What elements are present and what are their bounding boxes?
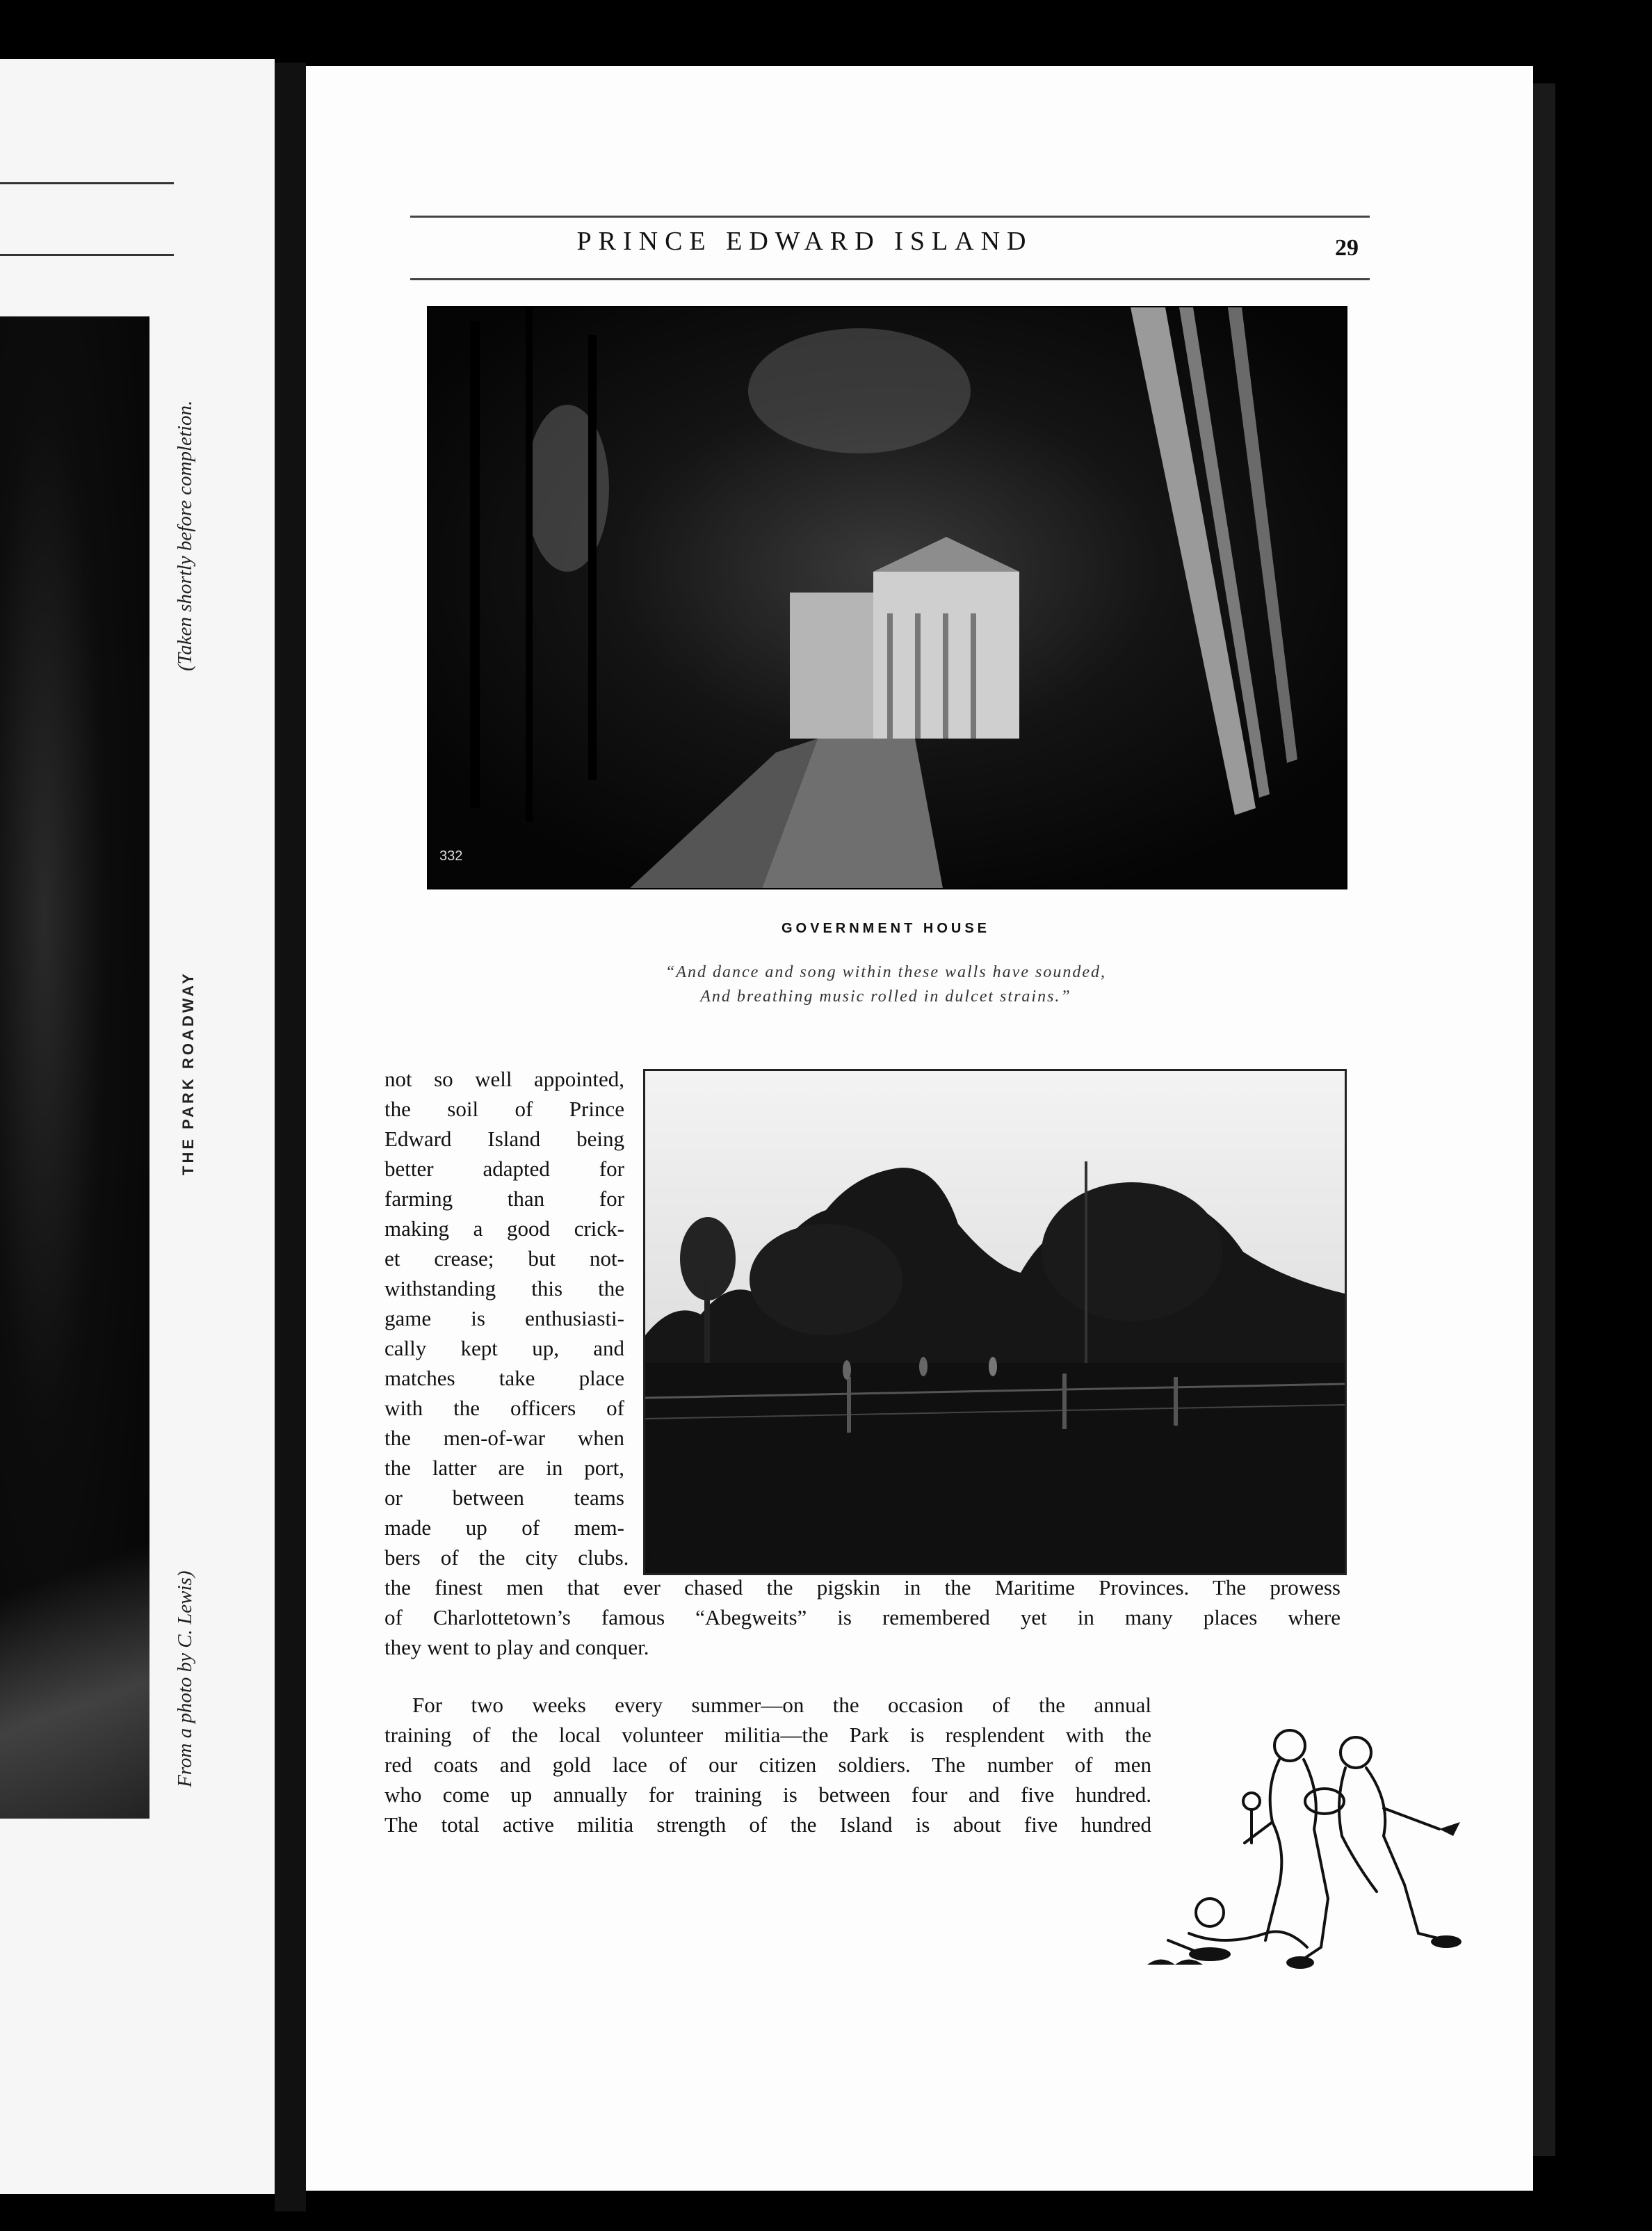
running-head: PRINCE EDWARD ISLAND	[576, 227, 1033, 256]
header-rule	[410, 216, 1370, 218]
text-line: made up of mem-	[384, 1515, 624, 1540]
text-line: bers of the city clubs. The football field has served as a training ground for some of	[384, 1545, 1341, 1570]
page-number: 29	[1335, 235, 1359, 261]
text-line: red coats and gold lace of our citizen soldiers. The number of men	[384, 1753, 1151, 1777]
text-line: with the officers of	[384, 1396, 624, 1420]
text-line: matches take place	[384, 1366, 624, 1390]
vertical-caption-taken: (Taken shortly before completion.	[174, 400, 196, 671]
text-line: not so well appointed,	[384, 1067, 624, 1091]
plate-number: 332	[439, 848, 463, 864]
text-line: who come up annually for training is between four and five hundred.	[384, 1782, 1151, 1807]
page-edge	[1533, 83, 1555, 2156]
text-line: better adapted for	[384, 1157, 624, 1181]
left-page-rule	[0, 254, 174, 256]
text-line: they went to play and conquer.	[384, 1635, 649, 1659]
text-line: of Charlottetown’s famous “Abegweits” is remembered yet in many places where	[384, 1605, 1341, 1629]
text-line: Edward Island being	[384, 1127, 624, 1151]
figure-verse-line: “And dance and song within these walls have sounded,	[665, 963, 1106, 981]
book-gutter	[275, 63, 306, 2212]
text-line: the soil of Prince	[384, 1097, 624, 1121]
text-line: or between teams	[384, 1485, 624, 1510]
text-line: et crease; but not-	[384, 1246, 624, 1271]
text-line: The total active militia strength of the Island is about five hundred	[384, 1812, 1151, 1837]
text-line: the men-of-war when	[384, 1426, 624, 1450]
football-players-sketch-icon	[1147, 1725, 1495, 1975]
government-house-photo	[427, 306, 1347, 889]
text-line: game is enthusiasti-	[384, 1306, 624, 1330]
text-line: farming than for	[384, 1186, 624, 1211]
text-line: the latter are in port,	[384, 1456, 624, 1480]
figure-title: GOVERNMENT HOUSE	[781, 921, 991, 936]
text-line: cally kept up, and	[384, 1336, 624, 1360]
text-line: making a good crick-	[384, 1216, 624, 1241]
park-roadway-photo	[0, 316, 149, 1819]
vertical-caption-park-roadway: THE PARK ROADWAY	[179, 971, 197, 1175]
text-line: the finest men that ever chased the pigskin in the Maritime Provinces. The prowess	[384, 1575, 1341, 1600]
text-line: For two weeks every summer—on the occasion of the annual	[412, 1693, 1151, 1717]
figure-verse-line: And breathing music rolled in dulcet strains.”	[700, 988, 1071, 1006]
header-rule	[410, 278, 1370, 280]
vertical-caption-photo-credit: From a photo by C. Lewis)	[174, 1570, 196, 1787]
text-line: training of the local volunteer militia—the Park is resplendent with the	[384, 1723, 1151, 1747]
sports-field-photo	[643, 1069, 1347, 1575]
left-page-rule	[0, 182, 174, 184]
text-line: withstanding this the	[384, 1276, 624, 1300]
